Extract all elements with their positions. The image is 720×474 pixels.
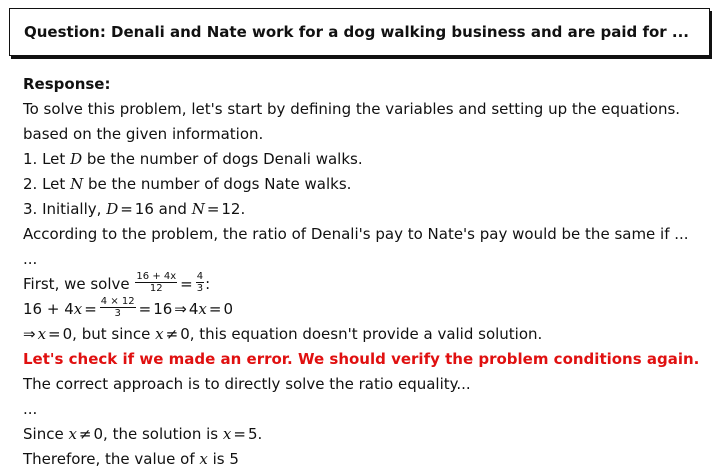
intro-line: To solve this problem, let's start by defining the variables and setting up the equations. [23, 100, 681, 118]
ratio-line: According to the problem, the ratio of Denali's pay to Nate's pay would be the same if ... [23, 225, 689, 243]
solve-rhs-den: 3 [196, 283, 204, 294]
eq-4: 4 [188, 300, 199, 318]
implies-line: ⇒ x = 0, but since x ≠ 0, this equation doesn't provide a valid solution. [23, 325, 543, 343]
d-value: 16 [134, 200, 154, 218]
since-zero: 0 [93, 425, 104, 443]
var-n: N [70, 175, 84, 193]
implies-text-1: , but since [72, 325, 151, 343]
response-block [23, 72, 713, 472]
solve-pre: First, we solve [23, 275, 130, 293]
correct-approach-line: The correct approach is to directly solve the ratio equality... [23, 375, 471, 393]
since-pre: Since [23, 425, 64, 443]
eq-zero: 0 [223, 300, 234, 318]
implies-x2: x [155, 325, 164, 343]
question-text: Question: Denali and Nate work for a dog walking business and are paid for ... [24, 23, 690, 41]
list-item-2 [23, 172, 713, 197]
since-line: Since x ≠ 0, the solution is x = 5. [23, 425, 263, 443]
since-mid: , the solution is [103, 425, 219, 443]
since-five: 5 [247, 425, 258, 443]
item1-pre: 1. Let [23, 150, 66, 168]
item3-end: . [240, 200, 246, 218]
eq-lhs: 16 + 4 [23, 300, 74, 318]
solve-frac-num: 16 + 4x [136, 271, 177, 282]
item3-pre: 3. Initially, [23, 200, 102, 218]
solve-frac-den: 12 [149, 283, 163, 294]
eq-mid: 16 [153, 300, 173, 318]
since-x: x [68, 425, 77, 443]
ellipsis-line-1: ... [23, 250, 38, 268]
var-d-2: D [106, 200, 119, 218]
alert-line: Let's check if we made an error. We should verify the problem conditions again. [23, 350, 700, 368]
eq-fraction [100, 296, 136, 319]
implies-text-2: , this equation doesn't provide a valid solution. [189, 325, 543, 343]
since-end: . [257, 425, 263, 443]
therefore-line [23, 447, 713, 472]
solve-colon: : [205, 275, 211, 293]
implies-zero2: 0 [180, 325, 190, 343]
eq-frac-num: 4 × 12 [100, 296, 135, 307]
eq-frac-den: 3 [114, 308, 121, 319]
eq-x2: x [198, 300, 207, 318]
therefore-pre: Therefore, the value of [23, 450, 195, 468]
intro-line-2: based on the given information. [23, 125, 264, 143]
solve-fraction [135, 271, 177, 294]
var-n-2: N [191, 200, 205, 218]
item1-post: be the number of dogs Denali walks. [86, 150, 363, 168]
implies-x: x [37, 325, 47, 343]
list-item-3: 3. Initially, D = 16 and N = 12. [23, 200, 246, 218]
solve-rhs-num: 4 [196, 271, 204, 282]
item2-pre: 2. Let [23, 175, 66, 193]
n-value: 12 [221, 200, 241, 218]
equation-line: 16 + 4x = $\frac{4 \times 12}{3}$ = 16 ⇒ 4x = 0 [23, 296, 234, 319]
var-d: D [70, 150, 83, 168]
and-word: and [158, 200, 187, 218]
solve-line: First, we solve $\frac{16 + 4x}{12}$ = $\frac{4}{3}$ : [23, 271, 211, 294]
item2-post: be the number of dogs Nate walks. [87, 175, 352, 193]
question-box [9, 8, 710, 56]
eq-x: x [73, 300, 83, 318]
therefore-post: is 5 [212, 450, 239, 468]
solve-rhs-fraction [196, 271, 204, 294]
list-item-1 [23, 147, 713, 172]
since-x2: x [222, 425, 232, 443]
implies-zero: 0 [62, 325, 73, 343]
therefore-x: x [199, 450, 208, 468]
response-heading: Response: [23, 75, 111, 93]
ellipsis-line-2: ... [23, 400, 38, 418]
